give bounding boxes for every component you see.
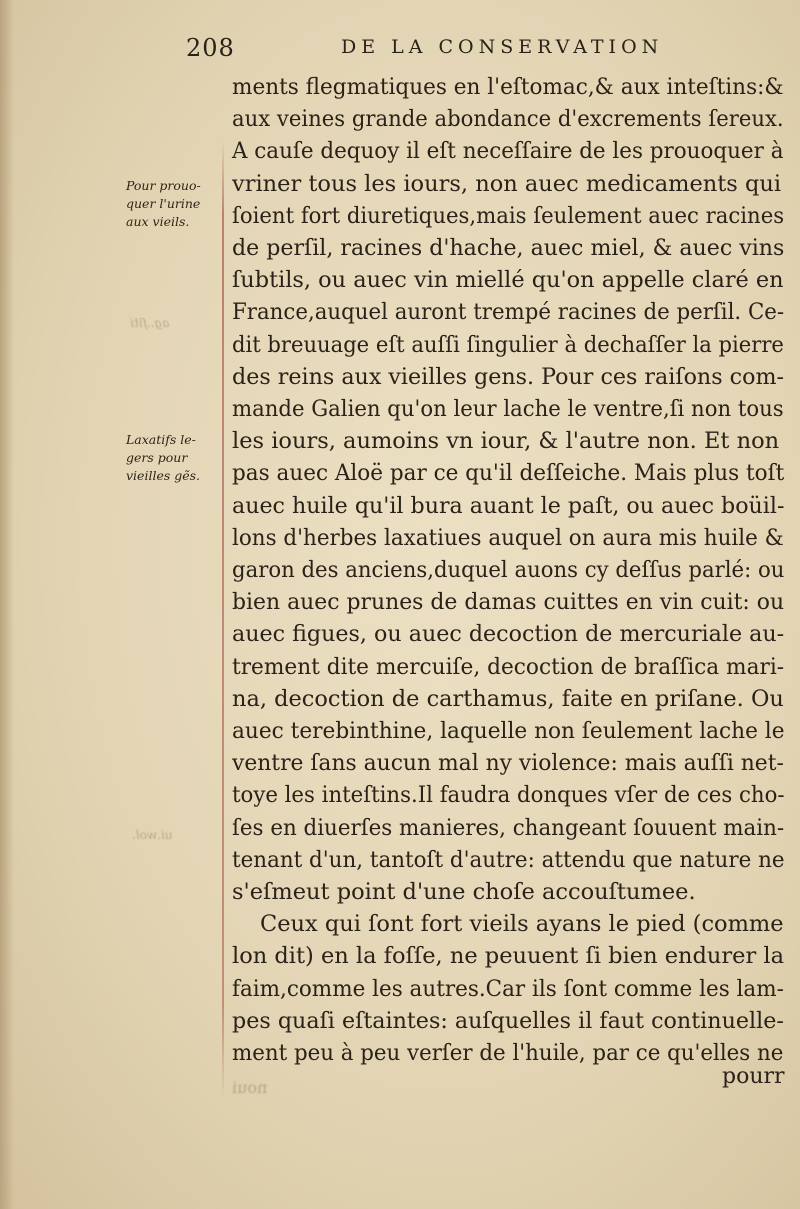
- text-line: ſes en diuerſes manieres, changeant ſouuent main-: [232, 814, 785, 841]
- text-line: na, decoction de carthamus, faite en priſane. Ou: [232, 685, 784, 712]
- margin-note-laxatives: [126, 431, 226, 485]
- margin-note-line: gers pour: [126, 450, 188, 465]
- margin-note-urine: [126, 177, 226, 231]
- text-line: trement dite mercuiſe, decoction de braſſica mari-: [232, 653, 785, 680]
- show-through-text: ui.wol.: [132, 828, 173, 842]
- text-line: France,auquel auront trempé racines de perſil. Ce-: [232, 299, 785, 326]
- margin-note-line: Laxatifs le-: [126, 432, 196, 447]
- catchword: pourr: [722, 1064, 785, 1089]
- text-line: bien auec prunes de damas cuittes en vin cuit: ou: [232, 589, 785, 616]
- text-line: tenant d'un, tantoſt d'autre: attendu que nature ne: [232, 846, 785, 873]
- text-line: les iours, aumoins vn iour, & l'autre non. Et non: [232, 428, 780, 455]
- text-line: lons d'herbes laxatiues auquel on aura mis huile &: [232, 524, 784, 551]
- text-line: ſoient fort diuretiques,mais ſeulement auec racines: [232, 202, 785, 229]
- margin-note-line: vieilles gẽs.: [126, 468, 201, 483]
- show-through-text: noui: [232, 1078, 268, 1097]
- text-line: dit breuuage eſt auſſi ſingulier à dechaſſer la pierre: [232, 331, 784, 358]
- text-line: ventre ſans aucun mal ny violence: mais auſſi net-: [232, 750, 784, 777]
- text-line: Ceux qui ſont fort vieils ayans le pied (comme: [260, 911, 784, 938]
- text-line: auec terebinthine, laquelle non ſeulement lache le: [232, 718, 785, 744]
- text-line: garon des anciens,duquel auons cy deſſus parlé: ou: [232, 557, 785, 583]
- text-line: A cauſe dequoy il eſt neceſſaire de les prouoquer à: [232, 138, 784, 165]
- text-line: pas auec Aloë par ce qu'il deſſeiche. Mais plus toſt: [232, 460, 785, 487]
- text-line: auec figues, ou auec decoction de mercuriale au-: [232, 621, 785, 648]
- page-number: 208: [186, 34, 235, 62]
- text-line: vriner tous les iours, non auec medicaments qui: [232, 170, 782, 197]
- running-title: DE LA CONSERVATION: [341, 36, 664, 58]
- red-margin-rule: [222, 140, 224, 1100]
- text-line: s'eſmeut point d'une choſe accouſtumee.: [232, 879, 696, 905]
- text-line: ment peu à peu verſer de l'huile, par ce qu'elles ne: [232, 1040, 784, 1066]
- page-edge-shadow: [0, 0, 14, 1209]
- text-line: aux veines grande abondance d'excrements ſereux.: [232, 106, 784, 133]
- text-line: faim,comme les autres.Car ils ſont comme les lam-: [232, 975, 784, 1002]
- margin-note-line: quer l'urine: [126, 196, 201, 211]
- text-line: de perſil, racines d'hache, auec miel, & auec vins: [232, 235, 785, 261]
- text-line: mande Galien qu'on leur lache le ventre,ſi non tous: [232, 396, 784, 422]
- text-line: toye les inteſtins.Il faudra donques vſer de ces cho-: [232, 782, 785, 809]
- margin-note-line: Pour prouo-: [126, 178, 201, 193]
- page-header: [186, 34, 706, 64]
- text-line: pes quaſi eſtaintes: auſquelles il faut continuelle-: [232, 1007, 784, 1034]
- show-through-text: ag..ſiti: [130, 316, 170, 330]
- text-line: lon dit) en la foſſe, ne peuuent ſi bien endurer la: [232, 943, 785, 970]
- margin-note-line: aux vieils.: [126, 214, 190, 229]
- text-line: auec huile qu'il bura auant le paſt, ou auec boüil-: [232, 492, 785, 519]
- text-line: ments flegmatiques en l'eſtomac,& aux inteſtins:&: [232, 74, 784, 100]
- text-line: des reins aux vieilles gens. Pour ces raiſons com-: [232, 363, 784, 390]
- text-line: ſubtils, ou auec vin miellé qu'on appelle claré en: [232, 267, 784, 294]
